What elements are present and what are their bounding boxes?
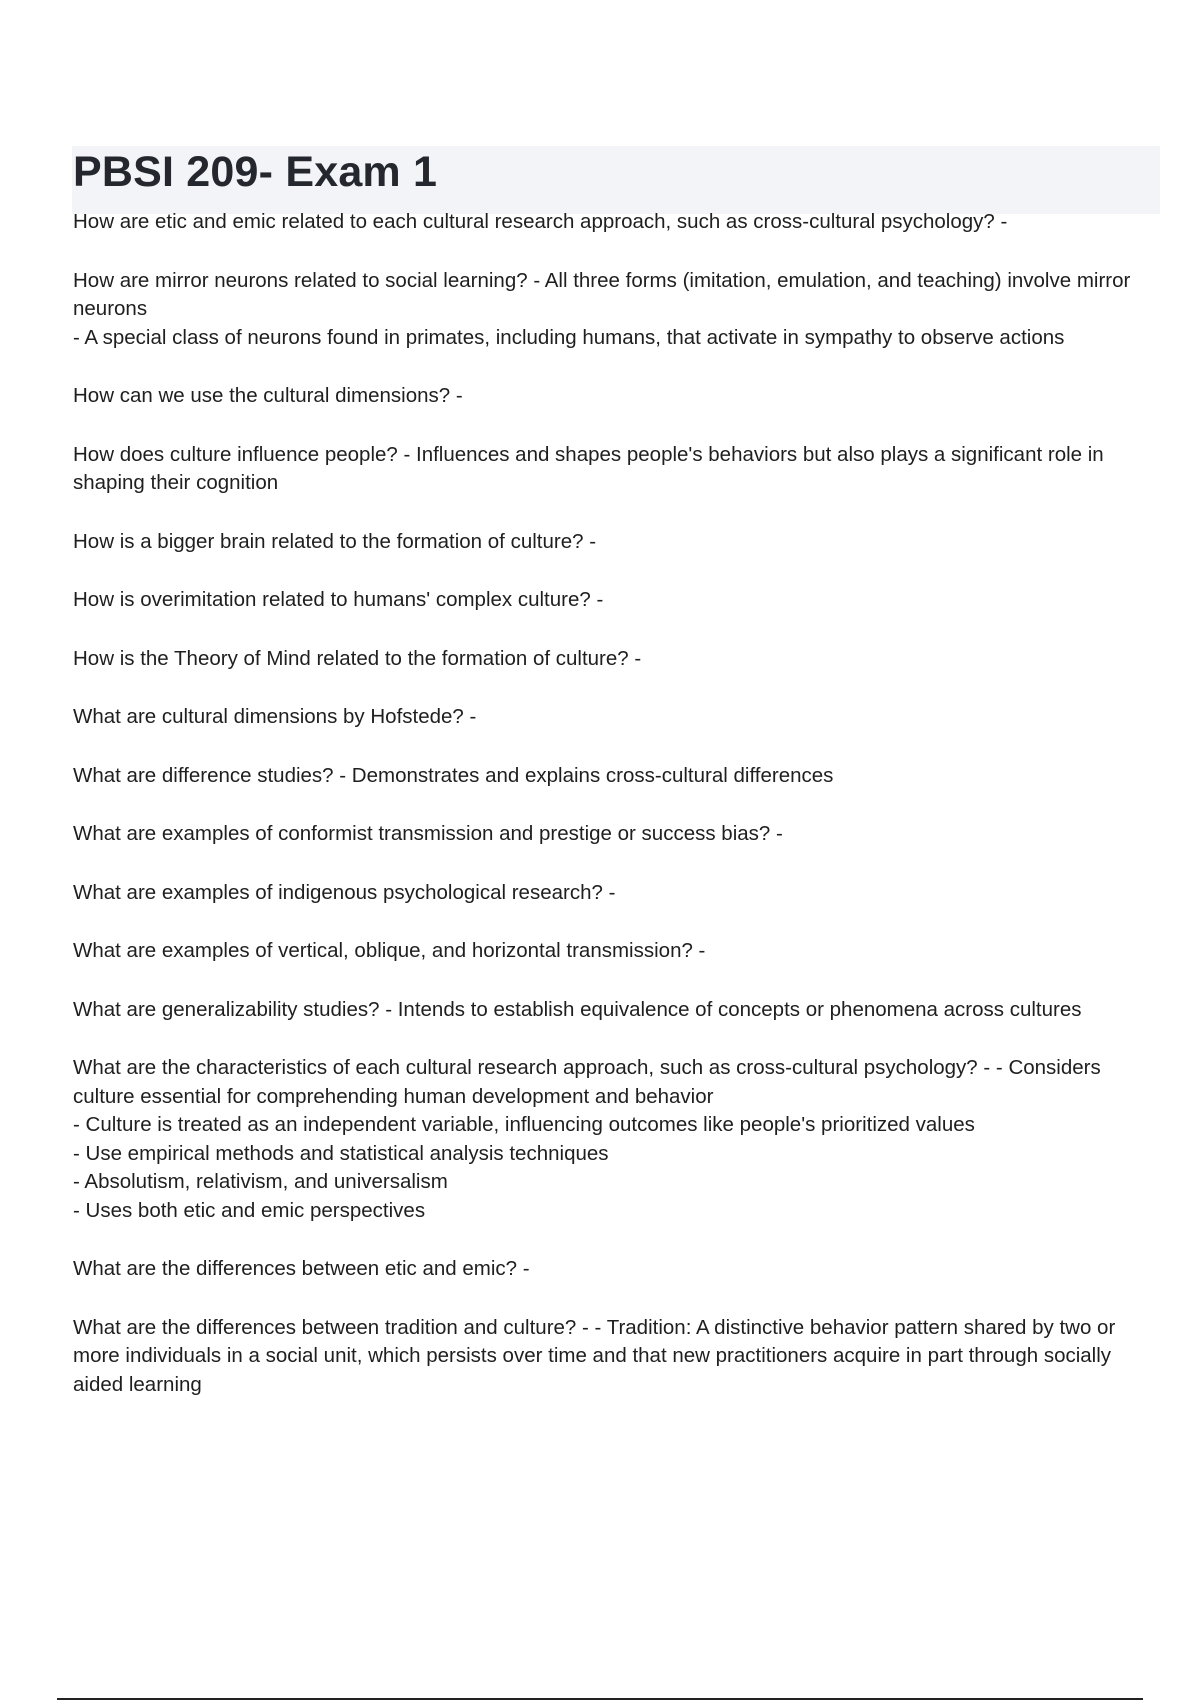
flashcard-entry [73,382,1163,411]
entry-text: What are the characteristics of each cultural research approach, such as cross-cultural psychology? - - Considers culture essential for comprehending human development and behavior [73,1056,1101,1108]
entry-text: - A special class of neurons found in primates, including humans, that activate in sympathy to observe actions [73,325,1065,349]
entry-text: How are etic and emic related to each cultural research approach, such as cross-cultural psychology? - [73,210,1008,233]
flashcard-entry [73,762,1163,791]
flashcard-entry [73,1054,1163,1225]
flashcard-entry [73,441,1163,498]
entry-text: - Use empirical methods and statistical analysis techniques [73,1141,609,1165]
flashcard-entry [73,879,1163,908]
flashcard-entry [73,267,1163,353]
flashcard-list [73,208,1163,1429]
entry-text: What are the differences between etic and emic? - [73,1257,530,1280]
entry-text: - Absolutism, relativism, and universalism [73,1170,448,1193]
entry-text: What are examples of indigenous psychological research? - [73,880,616,904]
flashcard-entry [73,586,1163,615]
flashcard-entry [73,937,1163,966]
flashcard-entry [73,1314,1163,1400]
entry-text: How does culture influence people? - Influences and shapes people's behaviors but also plays a significant role in shaping their cognition [73,442,1104,494]
flashcard-entry [73,528,1163,557]
flashcard-entry [73,996,1163,1025]
entry-text: How is a bigger brain related to the formation of culture? - [73,529,597,553]
flashcard-entry [73,820,1163,849]
entry-text: What are examples of conformist transmission and prestige or success bias? - [73,822,783,845]
document-title: PBSI 209- Exam 1 [73,148,438,196]
entry-text: What are cultural dimensions by Hofstede? - [73,705,477,728]
flashcard-entry [73,645,1163,674]
flashcard-entry [73,1255,1163,1284]
entry-text: - Culture is treated as an independent variable, influencing outcomes like people's prioritized values [73,1113,975,1136]
entry-text: What are the differences between tradition and culture? - - Tradition: A distinctive behavior pattern shared by two or more individuals in a social unit, which persists over time and that new practitioners acquire in part through socially aided learning [73,1315,1116,1396]
entry-text: How are mirror neurons related to social learning? - All three forms (imitation, emulation, and teaching) involve mirror neurons [73,268,1131,320]
flashcard-entry [73,208,1163,237]
entry-text: How is overimitation related to humans' complex culture? - [73,588,604,611]
entry-text: - Uses both etic and emic perspectives [73,1198,426,1222]
entry-text: What are difference studies? - Demonstrates and explains cross-cultural differences [73,763,834,787]
flashcard-entry [73,703,1163,732]
entry-text: How is the Theory of Mind related to the formation of culture? - [73,646,642,670]
entry-text: What are examples of vertical, oblique, and horizontal transmission? - [73,939,706,962]
entry-text: How can we use the cultural dimensions? - [73,384,463,407]
entry-text: What are generalizability studies? - Intends to establish equivalence of concepts or phenomena across cultures [73,997,1082,1021]
